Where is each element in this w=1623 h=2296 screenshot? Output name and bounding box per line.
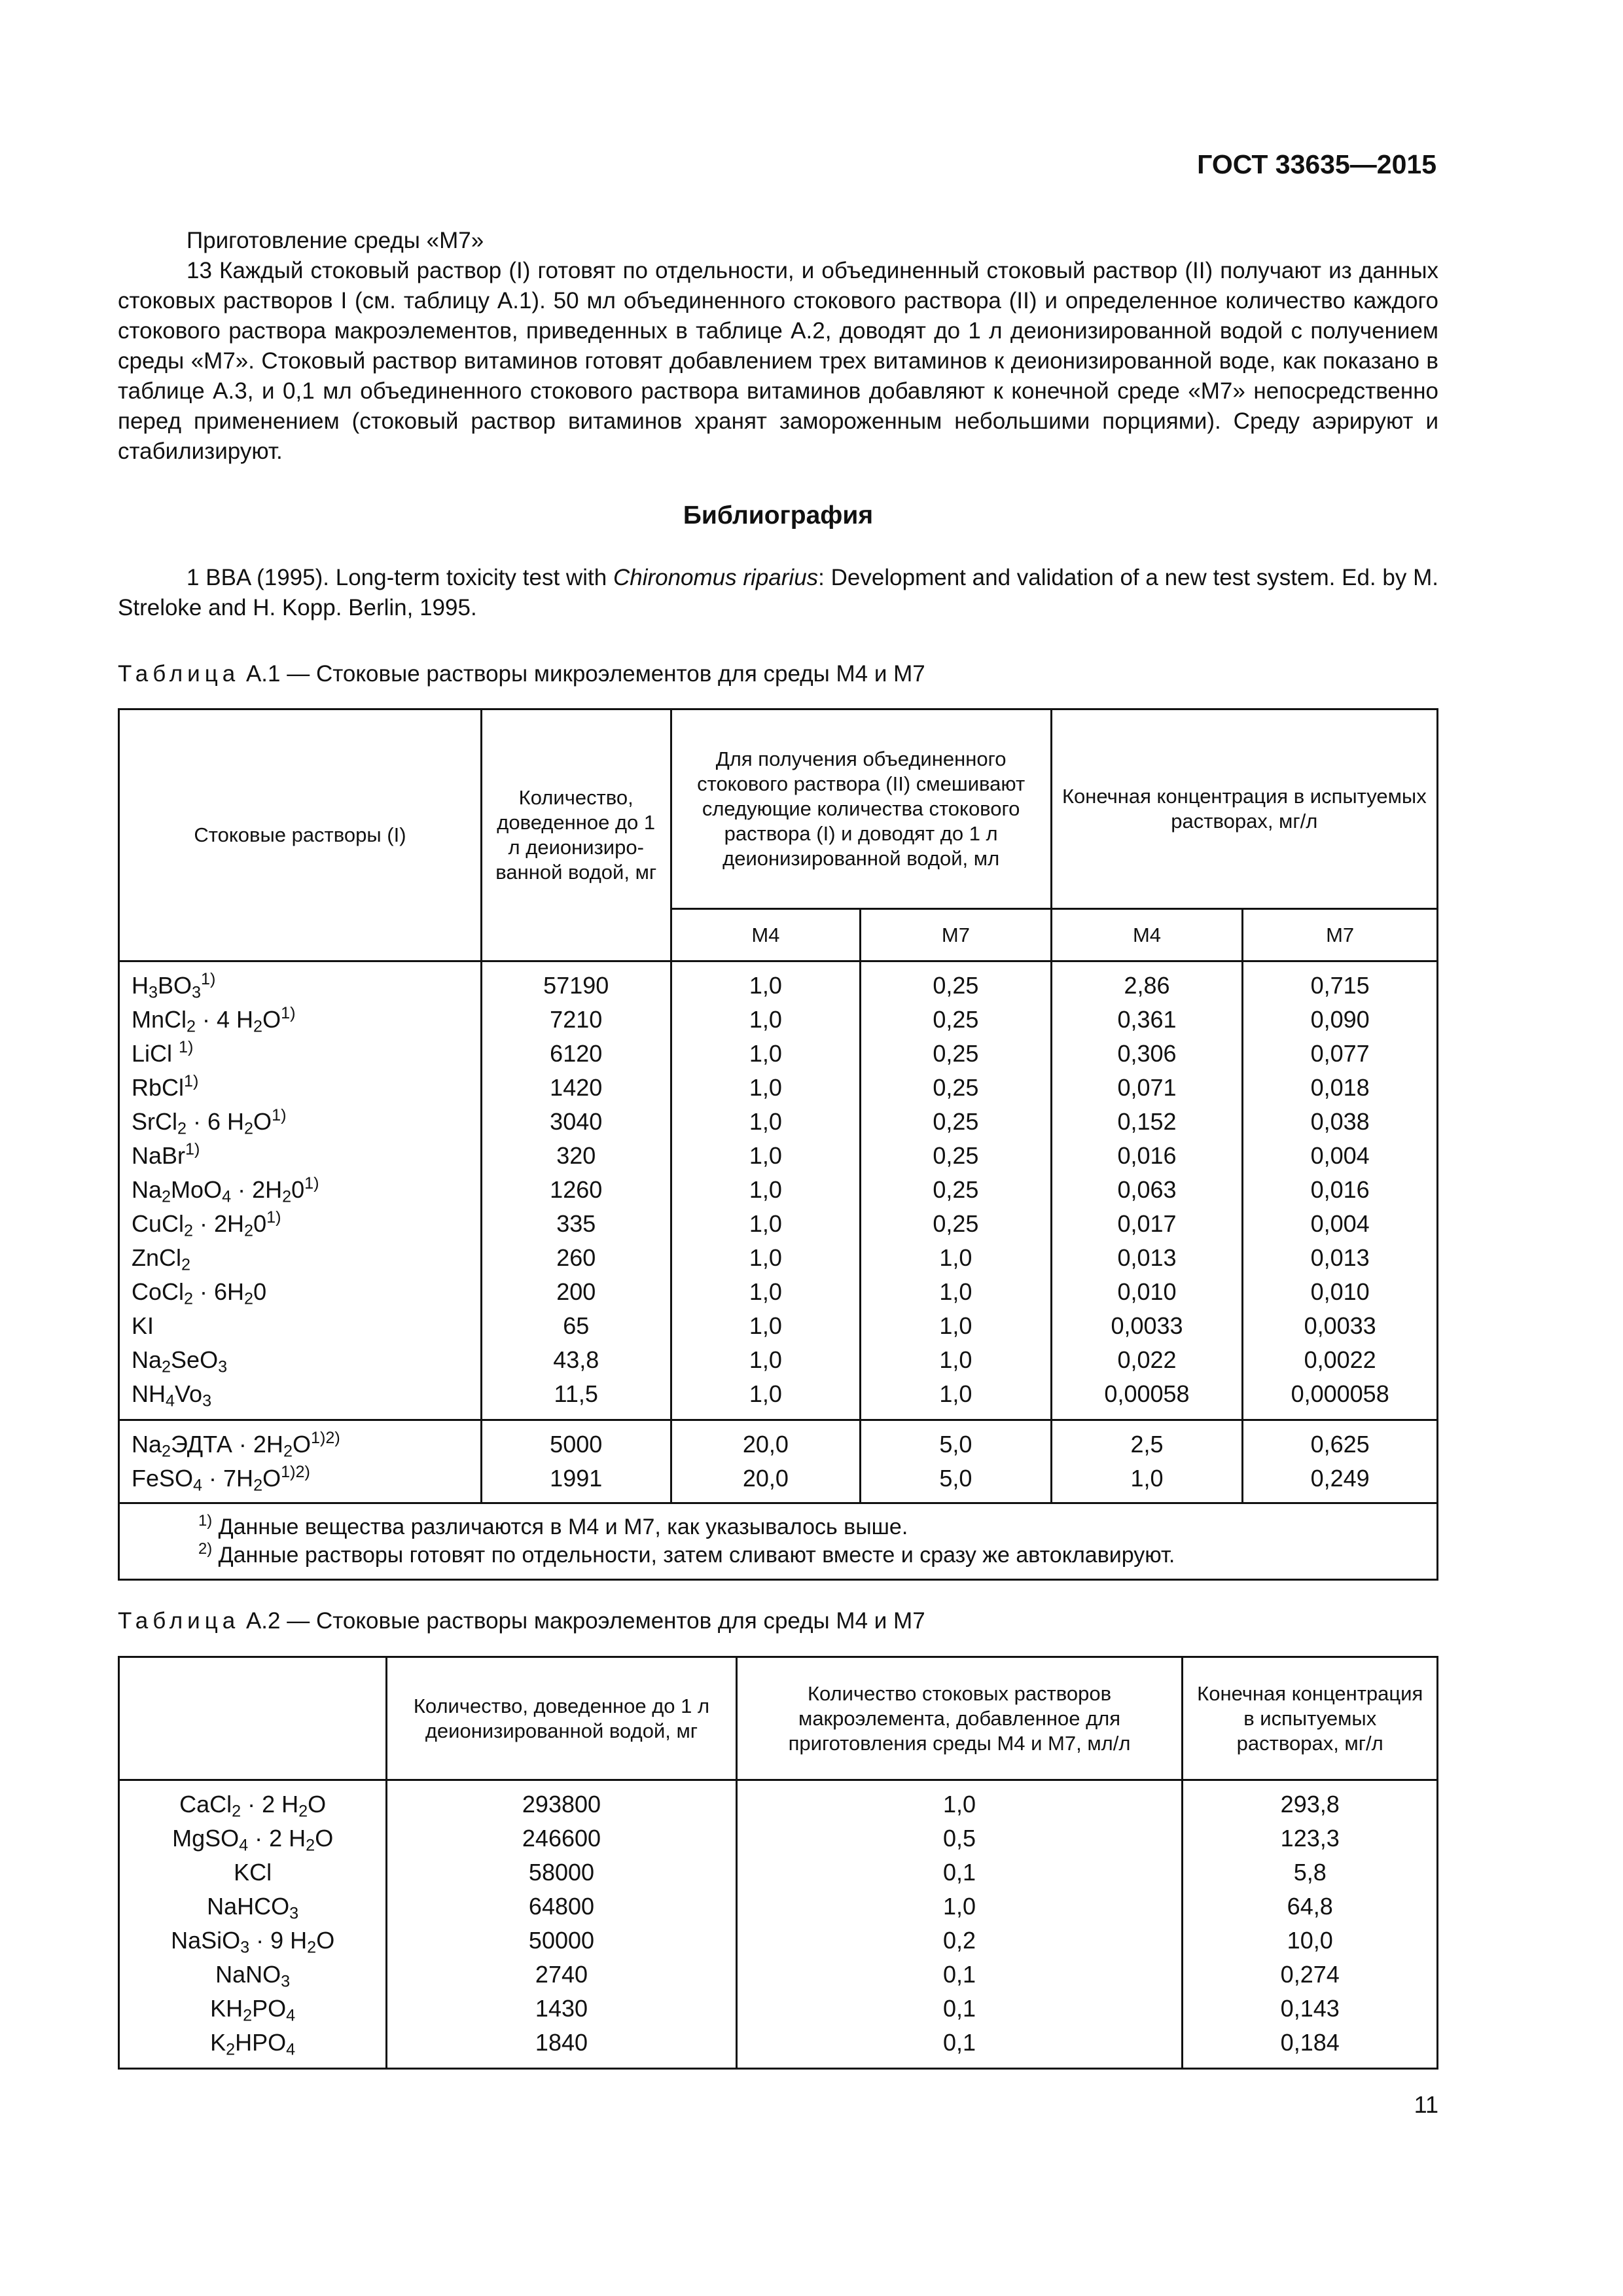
cell-amount: 6120 xyxy=(481,1037,671,1071)
cell-final-m4: 0,361 xyxy=(1051,1003,1243,1037)
cell-final-m7: 0,018 xyxy=(1243,1071,1438,1105)
table-row xyxy=(119,1992,1438,2026)
compound-name: $Na_2MoO_4 \cdot 2H_20^{1)}$ xyxy=(119,1173,482,1207)
footnote-text: Данные вещества различаются в М4 и М7, как указывалось выше. xyxy=(212,1515,908,1539)
cell-m4: 1,0 xyxy=(671,1071,861,1105)
header-m7-final: М7 xyxy=(1243,909,1438,961)
cell-amount: 1840 xyxy=(387,2026,736,2069)
cell-amount: 65 xyxy=(481,1309,671,1343)
compound-name: CuCl$_2$ · $2H_20^{1)}$ xyxy=(119,1207,482,1241)
cell-amount: 58000 xyxy=(387,1856,736,1890)
table-row xyxy=(119,1958,1438,1992)
bibliography-entry-text: : Development and validation of a new test system. Ed. by M. Streloke and H. Kopp. Berlin, 1995. xyxy=(118,565,1439,620)
compound-name: CaCl$_2$ · 2 $H_2O$ xyxy=(119,1780,387,1822)
header-final-concentration: Конечная концентрация в испытуемых растворах, мг/л xyxy=(1183,1657,1438,1780)
bibliography-heading: Библиография xyxy=(683,501,874,529)
cell-final-m7: 0,010 xyxy=(1243,1275,1438,1309)
cell-added: 0,1 xyxy=(736,2026,1183,2069)
compound-name: LiCl $^{1)}$ xyxy=(119,1037,482,1071)
cell-final-m4: 2,5 xyxy=(1051,1420,1243,1462)
table-row xyxy=(119,1037,1438,1071)
table-caption-text: А.2 — Стоковые растворы макроэлементов для среды М4 и М7 xyxy=(240,1608,925,1634)
cell-final-m4: 0,022 xyxy=(1051,1343,1243,1377)
cell-final: 0,184 xyxy=(1183,2026,1438,2069)
cell-final-m7: 0,077 xyxy=(1243,1037,1438,1071)
cell-amount: 57190 xyxy=(481,961,671,1003)
cell-amount: 320 xyxy=(481,1139,671,1173)
cell-final-m7: 0,715 xyxy=(1243,961,1438,1003)
cell-added: 0,1 xyxy=(736,1856,1183,1890)
bibliography-entry-1 xyxy=(118,563,1438,623)
table-row xyxy=(119,961,1438,1003)
bibliography-species-name: Chironomus riparius xyxy=(613,565,819,590)
cell-amount: 3040 xyxy=(481,1105,671,1139)
table-a2 xyxy=(118,1656,1438,2070)
cell-final: 0,143 xyxy=(1183,1992,1438,2026)
compound-name: KI xyxy=(119,1309,482,1343)
table-row xyxy=(119,1821,1438,1856)
cell-m4: 1,0 xyxy=(671,1003,861,1037)
table-row xyxy=(119,1003,1438,1037)
table-caption-word: Таблица xyxy=(118,1608,240,1634)
cell-m7: 0,25 xyxy=(861,961,1052,1003)
cell-final-m4: 0,010 xyxy=(1051,1275,1243,1309)
cell-m7: 1,0 xyxy=(861,1377,1052,1420)
table-row xyxy=(119,1780,1438,1822)
compound-name: MgSO$_4$ · 2 $H_2O$ xyxy=(119,1821,387,1856)
cell-amount: 50000 xyxy=(387,1924,736,1958)
cell-amount: 1991 xyxy=(481,1462,671,1503)
compound-name: $Na_2ЭДТА \cdot 2H_2O^{1)2)}$ xyxy=(119,1420,482,1462)
cell-m7: 1,0 xyxy=(861,1343,1052,1377)
table-footnotes xyxy=(119,1503,1438,1580)
cell-m7: 0,25 xyxy=(861,1037,1052,1071)
cell-final-m4: 0,152 xyxy=(1051,1105,1243,1139)
table-row xyxy=(119,1139,1438,1173)
compound-name: RbCl$^{1)}$ xyxy=(119,1071,482,1105)
compound-name: KCl xyxy=(119,1856,387,1890)
cell-amount: 293800 xyxy=(387,1780,736,1822)
compound-name: CoCl$_2$ · $6H_20$ xyxy=(119,1275,482,1309)
header-added-amount: Количество стоковых растворов макроэлемента, добавленное для приготовления среды М4 и М7, мл/л xyxy=(736,1657,1183,1780)
cell-m4: 1,0 xyxy=(671,1139,861,1173)
compound-name: $Na_2SeO_3$ xyxy=(119,1343,482,1377)
footnote-text: Данные растворы готовят по отдельности, затем сливают вместе и сразу же автоклавируют. xyxy=(212,1543,1175,1568)
cell-m7: 0,25 xyxy=(861,1173,1052,1207)
footnote-2 xyxy=(198,1541,1358,1570)
document-standard-number: ГОСТ 33635—2015 xyxy=(1197,149,1436,179)
table-a2-caption xyxy=(118,1608,925,1634)
cell-final-m4: 1,0 xyxy=(1051,1462,1243,1503)
cell-m4: 1,0 xyxy=(671,1241,861,1275)
cell-added: 0,2 xyxy=(736,1924,1183,1958)
cell-amount: 1260 xyxy=(481,1173,671,1207)
cell-final-m7: 0,013 xyxy=(1243,1241,1438,1275)
footnote-mark: 1) xyxy=(198,1511,213,1530)
cell-final-m7: 0,0033 xyxy=(1243,1309,1438,1343)
cell-m4: 1,0 xyxy=(671,1037,861,1071)
cell-final-m4: 0,017 xyxy=(1051,1207,1243,1241)
table-row xyxy=(119,1343,1438,1377)
cell-m4: 1,0 xyxy=(671,961,861,1003)
cell-amount: 5000 xyxy=(481,1420,671,1462)
table-footnotes-row xyxy=(119,1503,1438,1580)
cell-m4: 1,0 xyxy=(671,1377,861,1420)
cell-amount: 200 xyxy=(481,1275,671,1309)
cell-m4: 1,0 xyxy=(671,1207,861,1241)
cell-final-m7: 0,625 xyxy=(1243,1420,1438,1462)
cell-m7: 1,0 xyxy=(861,1309,1052,1343)
cell-final: 123,3 xyxy=(1183,1821,1438,1856)
cell-m4: 20,0 xyxy=(671,1420,861,1462)
table-row xyxy=(119,1241,1438,1275)
header-combined-solution: Для получения объединенного стокового раствора (II) смешивают следующие количества стокового раствора (I) и доводят до 1 л деионизированной водой, мл xyxy=(671,709,1051,909)
cell-m4: 1,0 xyxy=(671,1343,861,1377)
cell-amount: 11,5 xyxy=(481,1377,671,1420)
cell-m7: 1,0 xyxy=(861,1275,1052,1309)
compound-name: $H_3BO_3^{1)}$ xyxy=(119,961,482,1003)
header-m4: М4 xyxy=(671,909,861,961)
cell-amount: 335 xyxy=(481,1207,671,1241)
header-amount: Количество, доведенное до 1 л деионизированной водой, мг xyxy=(387,1657,736,1780)
table-row xyxy=(119,1924,1438,1958)
cell-added: 0,1 xyxy=(736,1958,1183,1992)
cell-final-m7: 0,016 xyxy=(1243,1173,1438,1207)
header-m7: М7 xyxy=(861,909,1052,961)
cell-m7: 0,25 xyxy=(861,1003,1052,1037)
cell-added: 0,1 xyxy=(736,1992,1183,2026)
cell-m7: 5,0 xyxy=(861,1420,1052,1462)
cell-final-m4: 2,86 xyxy=(1051,961,1243,1003)
cell-final-m7: 0,000058 xyxy=(1243,1377,1438,1420)
header-compound xyxy=(119,1657,387,1780)
cell-final: 10,0 xyxy=(1183,1924,1438,1958)
cell-m4: 1,0 xyxy=(671,1105,861,1139)
table-row xyxy=(119,1420,1438,1462)
cell-added: 1,0 xyxy=(736,1780,1183,1822)
compound-name: NaSiO$_3$ · 9 $H_2O$ xyxy=(119,1924,387,1958)
compound-name: MnCl$_2$ · 4 $H_2O^{1)}$ xyxy=(119,1003,482,1037)
cell-final-m4: 0,063 xyxy=(1051,1173,1243,1207)
table-caption-text: А.1 — Стоковые растворы микроэлементов для среды М4 и М7 xyxy=(240,661,925,687)
table-row xyxy=(119,1377,1438,1420)
cell-final: 0,274 xyxy=(1183,1958,1438,1992)
compound-name: $K_2HPO_4$ xyxy=(119,2026,387,2069)
table-row xyxy=(119,1105,1438,1139)
cell-amount: 1430 xyxy=(387,1992,736,2026)
page-number: 11 xyxy=(1414,2091,1438,2118)
cell-final-m4: 0,071 xyxy=(1051,1071,1243,1105)
cell-m7: 0,25 xyxy=(861,1105,1052,1139)
table-row xyxy=(119,1856,1438,1890)
cell-final-m7: 0,0022 xyxy=(1243,1343,1438,1377)
cell-amount: 260 xyxy=(481,1241,671,1275)
cell-m4: 1,0 xyxy=(671,1275,861,1309)
table-a1 xyxy=(118,708,1438,1581)
cell-amount: 43,8 xyxy=(481,1343,671,1377)
compound-name: $KH_2PO_4$ xyxy=(119,1992,387,2026)
cell-final-m7: 0,004 xyxy=(1243,1207,1438,1241)
cell-final: 5,8 xyxy=(1183,1856,1438,1890)
cell-m4: 1,0 xyxy=(671,1309,861,1343)
footnote-mark: 2) xyxy=(198,1539,213,1558)
cell-final-m7: 0,004 xyxy=(1243,1139,1438,1173)
cell-final: 293,8 xyxy=(1183,1780,1438,1822)
section-text xyxy=(118,226,1438,467)
cell-final-m7: 0,038 xyxy=(1243,1105,1438,1139)
paragraph-13: 13 Каждый стоковый раствор (I) готовят по отдельности, и объединенный стоковый раствор (II) получают из данных стоковых растворов I (см. таблицу А.1). 50 мл объединенного стокового раствора (II) и определенное количество каждого стокового раствора макроэлементов, приведенных в таблице А.2, доводят до 1 л деионизированной водой с получением среды «М7». Стоковый раствор витаминов готовят добавлением трех витаминов к деионизированной воде, как показано в таблице А.3, и 0,1 мл объединенного стокового раствора витаминов добавляют к конечной среде «М7» непосредственно перед применением (стоковый раствор витаминов хранят замороженным небольшими порциями). Среду аэрируют и стабилизируют. xyxy=(118,258,1438,464)
table-a1-caption xyxy=(118,661,925,687)
cell-amount: 2740 xyxy=(387,1958,736,1992)
table-row xyxy=(119,1462,1438,1503)
cell-m7: 5,0 xyxy=(861,1462,1052,1503)
cell-m4: 1,0 xyxy=(671,1173,861,1207)
compound-name: NaNO$_3$ xyxy=(119,1958,387,1992)
footnote-1 xyxy=(198,1513,1358,1541)
cell-final-m7: 0,090 xyxy=(1243,1003,1438,1037)
compound-name: NaBr$^{1)}$ xyxy=(119,1139,482,1173)
cell-amount: 7210 xyxy=(481,1003,671,1037)
cell-amount: 246600 xyxy=(387,1821,736,1856)
table-row xyxy=(119,1071,1438,1105)
cell-m7: 0,25 xyxy=(861,1071,1052,1105)
compound-name: $NH_4Vo_3$ xyxy=(119,1377,482,1420)
table-row xyxy=(119,1890,1438,1924)
table-row xyxy=(119,1275,1438,1309)
cell-final-m4: 0,00058 xyxy=(1051,1377,1243,1420)
header-stock-solutions: Стоковые растворы (I) xyxy=(119,709,482,961)
cell-m7: 0,25 xyxy=(861,1207,1052,1241)
table-row xyxy=(119,1207,1438,1241)
compound-name: FeSO$_4$ · $7H_2O^{1)2)}$ xyxy=(119,1462,482,1503)
header-amount: Количество, доведенное до 1 л деионизиро-ванной водой, мг xyxy=(481,709,671,961)
cell-final-m4: 0,306 xyxy=(1051,1037,1243,1071)
header-m4-final: М4 xyxy=(1051,909,1243,961)
cell-amount: 64800 xyxy=(387,1890,736,1924)
table-row xyxy=(119,1173,1438,1207)
table-row xyxy=(119,1309,1438,1343)
cell-added: 1,0 xyxy=(736,1890,1183,1924)
cell-m4: 20,0 xyxy=(671,1462,861,1503)
compound-name: SrCl$_2$ · 6 $H_2O^{1)}$ xyxy=(119,1105,482,1139)
cell-amount: 1420 xyxy=(481,1071,671,1105)
compound-name: NaHCO$_3$ xyxy=(119,1890,387,1924)
cell-m7: 1,0 xyxy=(861,1241,1052,1275)
table-caption-word: Таблица xyxy=(118,661,240,687)
cell-final-m4: 0,016 xyxy=(1051,1139,1243,1173)
cell-final-m4: 0,0033 xyxy=(1051,1309,1243,1343)
table-row xyxy=(119,2026,1438,2069)
cell-added: 0,5 xyxy=(736,1821,1183,1856)
cell-final-m7: 0,249 xyxy=(1243,1462,1438,1503)
cell-m7: 0,25 xyxy=(861,1139,1052,1173)
cell-final-m4: 0,013 xyxy=(1051,1241,1243,1275)
header-final-concentration: Конечная концентрация в испытуемых растворах, мг/л xyxy=(1051,709,1437,909)
compound-name: ZnCl$_2$ xyxy=(119,1241,482,1275)
section-heading: Приготовление среды «М7» xyxy=(187,228,484,253)
cell-final: 64,8 xyxy=(1183,1890,1438,1924)
bibliography-entry-text: 1 BBA (1995). Long-term toxicity test with xyxy=(187,565,613,590)
